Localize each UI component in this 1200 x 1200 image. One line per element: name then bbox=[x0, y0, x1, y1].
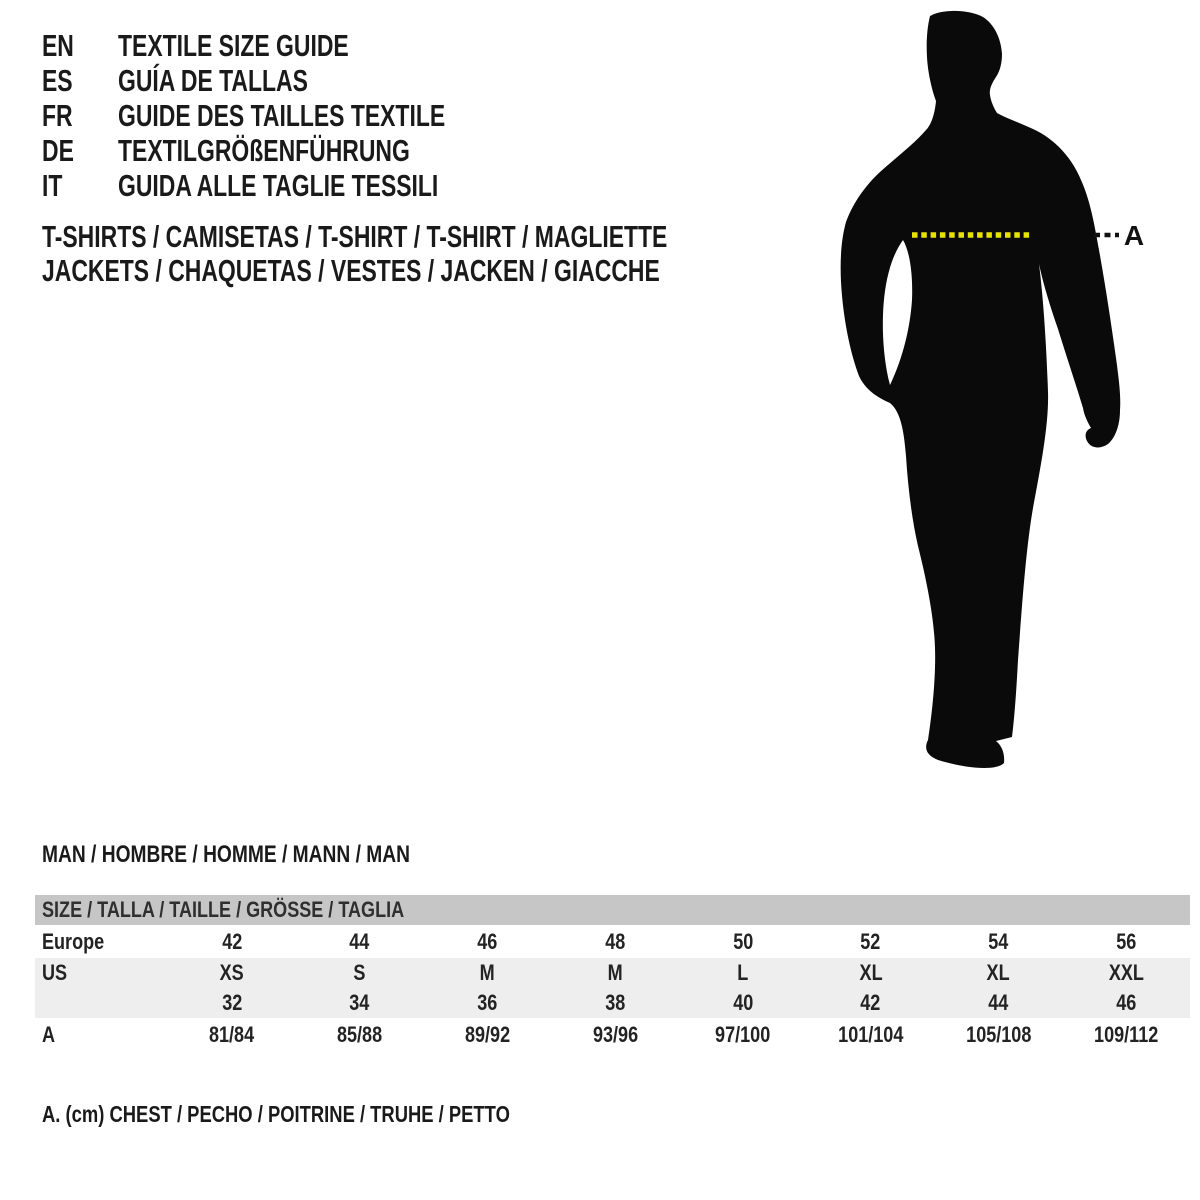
size-value: 50 bbox=[732, 928, 753, 954]
language-code: DE bbox=[42, 133, 74, 168]
guide-title: TEXTILE SIZE GUIDE bbox=[118, 28, 349, 63]
size-value: 44 bbox=[349, 928, 370, 954]
size-value: 36 bbox=[477, 990, 498, 1015]
size-value: 97/100 bbox=[715, 1022, 771, 1047]
size-table bbox=[35, 895, 1190, 1052]
measurement-footnote-text: A. (cm) CHEST / PECHO / POITRINE / TRUHE / PETTO bbox=[42, 1101, 510, 1127]
size-value: 38 bbox=[605, 990, 626, 1015]
size-value: 34 bbox=[349, 990, 370, 1015]
size-value: S bbox=[353, 960, 366, 985]
size-value: 85/88 bbox=[337, 1022, 383, 1047]
language-code: ES bbox=[42, 63, 73, 98]
section-title-text: MAN / HOMBRE / HOMME / MANN / MAN bbox=[42, 841, 410, 868]
man-silhouette bbox=[820, 0, 1200, 800]
size-value: 93/96 bbox=[592, 1022, 638, 1047]
category-jackets: JACKETS / CHAQUETAS / VESTES / JACKEN / GIACCHE bbox=[42, 252, 660, 288]
row-label: US bbox=[42, 960, 68, 985]
size-value: L bbox=[737, 960, 749, 985]
size-value: 56 bbox=[1116, 928, 1137, 954]
size-value: M bbox=[479, 960, 495, 985]
category-lines bbox=[42, 220, 887, 287]
guide-title: GUIDE DES TAILLES TEXTILE bbox=[118, 98, 446, 133]
row-label: A bbox=[42, 1022, 56, 1047]
size-value: 40 bbox=[732, 990, 753, 1015]
size-value: XXL bbox=[1108, 960, 1144, 985]
size-value: 44 bbox=[988, 990, 1009, 1015]
size-value: 42 bbox=[221, 928, 242, 954]
guide-title: GUIDA ALLE TAGLIE TESSILI bbox=[118, 168, 439, 203]
language-code: FR bbox=[42, 98, 73, 133]
category-tshirts: T-SHIRTS / CAMISETAS / T-SHIRT / T-SHIRT / MAGLIETTE bbox=[42, 219, 668, 254]
size-value: XL bbox=[859, 960, 883, 985]
size-value: XL bbox=[986, 960, 1010, 985]
size-value: 46 bbox=[1116, 990, 1137, 1015]
table-row-europe bbox=[35, 925, 1190, 958]
language-code: IT bbox=[42, 168, 63, 203]
size-value: M bbox=[607, 960, 623, 985]
size-value: 46 bbox=[477, 928, 498, 954]
size-value: 32 bbox=[221, 990, 242, 1015]
table-row-us bbox=[35, 958, 1190, 988]
size-value: 42 bbox=[860, 990, 881, 1015]
size-table-header-text: SIZE / TALLA / TAILLE / GRÖSSE / TAGLIA bbox=[42, 897, 405, 922]
section-title-man bbox=[42, 843, 502, 867]
measurement-footnote bbox=[42, 1102, 627, 1126]
size-value: 54 bbox=[988, 928, 1009, 954]
size-value: 101/104 bbox=[838, 1022, 904, 1047]
size-value: 105/108 bbox=[965, 1022, 1031, 1047]
size-table-header bbox=[35, 895, 1190, 925]
size-value: 48 bbox=[605, 928, 626, 954]
table-band bbox=[35, 958, 1190, 1018]
size-value: XS bbox=[219, 960, 244, 985]
language-code: EN bbox=[42, 28, 74, 63]
guide-title: TEXTILGRÖßENFÜHRUNG bbox=[118, 133, 410, 168]
man-silhouette-shape bbox=[841, 11, 1121, 768]
size-value: 109/112 bbox=[1094, 1022, 1159, 1047]
size-value: 89/92 bbox=[464, 1022, 510, 1047]
row-label: Europe bbox=[42, 928, 105, 954]
measure-label-a: A bbox=[1123, 220, 1145, 251]
table-row-chest bbox=[35, 1018, 1190, 1052]
size-value: 81/84 bbox=[209, 1022, 255, 1047]
table-row-numeric bbox=[35, 988, 1190, 1018]
size-value: 52 bbox=[860, 928, 881, 954]
guide-title: GUÍA DE TALLAS bbox=[118, 63, 308, 98]
